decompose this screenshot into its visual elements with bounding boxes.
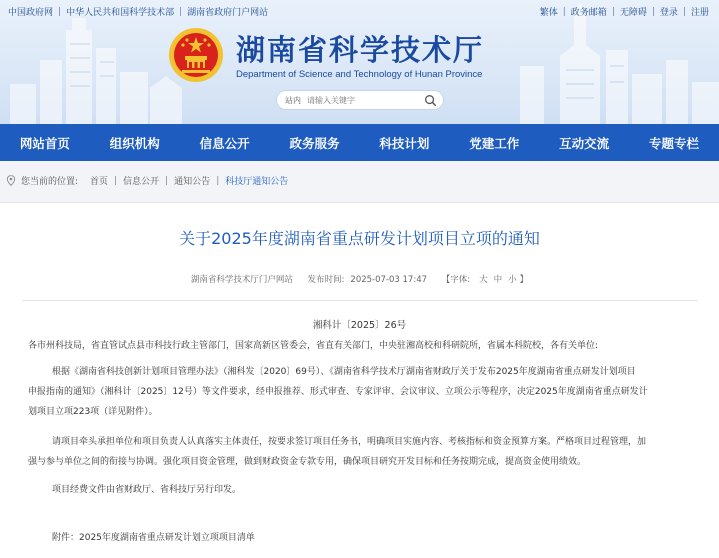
link-traditional-chinese[interactable]: 繁体	[539, 8, 558, 18]
link-gov-cn[interactable]: 中国政府网	[8, 8, 54, 18]
top-links-right	[540, 5, 709, 18]
breadcrumb	[0, 161, 719, 203]
divider	[22, 300, 698, 301]
site-search-box	[276, 90, 444, 110]
login-link[interactable]: 登录	[659, 8, 678, 18]
publish-label: 发布时间:	[307, 275, 345, 285]
site-header	[0, 0, 719, 124]
breadcrumb-notices[interactable]: 通知公告	[174, 177, 211, 187]
register-link[interactable]: 注册	[690, 8, 709, 18]
location-pin-icon	[6, 175, 16, 186]
divider: |	[651, 6, 655, 17]
paragraph-addressees: 各市州科技局，省直管试点县市科技行政主管部门，国家高新区管委会，省直有关部门，中央驻湘高校和科研院所，省属本科院校，各有关单位:	[28, 341, 599, 351]
site-subtitle: Department of Science and Technology of Hunan Province	[236, 69, 483, 80]
font-size-bracket: 】	[519, 275, 529, 285]
paragraph-basis-line-3: 划项目立项223项（详见附件）。	[28, 407, 158, 417]
attachment-link[interactable]: 附件：2025年度湖南省重点研发计划立项项目清单	[52, 533, 255, 543]
paragraph-funding: 项目经费文件由省财政厅、省科技厅另行印发。	[52, 485, 242, 495]
search-icon[interactable]	[424, 94, 437, 107]
link-accessibility[interactable]: 无障碍	[619, 8, 647, 18]
font-size-large-button[interactable]: 大	[479, 275, 488, 285]
link-hunan-gov[interactable]: 湖南省政府门户网站	[187, 8, 269, 18]
breadcrumb-dept-notices[interactable]: 科技厅通知公告	[225, 177, 289, 187]
site-title: 湖南省科学技术厅	[236, 33, 485, 67]
link-most[interactable]: 中华人民共和国科学技术部	[66, 8, 175, 18]
paragraph-requirements-line-2: 强与参与单位之间的衔接与协调。强化项目资金管理，做到财政资金专款专用，确保项目研究开发目标和任务按期完成，提高资金使用绩效。	[28, 457, 587, 467]
breadcrumb-prefix: 您当前的位置:	[21, 177, 79, 187]
paragraph-basis-line-1: 根据《湖南省科技创新计划项目管理办法》（湘科发〔2020〕69号）、《湖南省科学技术厅湖南省财政厅关于发布2025年度湖南省重点研发计划项目	[52, 367, 636, 377]
nav-item-party-work[interactable]: 党建工作	[469, 135, 520, 151]
top-links-left	[8, 5, 268, 18]
font-size-small-button[interactable]: 小	[508, 275, 517, 285]
document-number: 湘科计〔2025〕26号	[312, 320, 407, 331]
search-input[interactable]	[307, 93, 417, 108]
divider: |	[611, 6, 615, 17]
main-nav	[0, 124, 719, 161]
font-size-medium-button[interactable]: 中	[493, 275, 503, 285]
paragraph-basis-line-2: 申报指南的通知》（湘科计〔2025〕12号）等文件要求，经申报推荐、形式审查、专家评审、会议审议、立项公示等程序，决定2025年度湖南省重点研发计	[28, 387, 648, 397]
national-emblem-icon	[168, 27, 224, 83]
nav-item-organization[interactable]: 组织机构	[109, 135, 160, 151]
breadcrumb-separator: |	[165, 175, 169, 186]
nav-item-info-disclosure[interactable]: 信息公开	[199, 135, 250, 151]
font-size-label: 【字体:	[441, 275, 471, 285]
article-source: 湖南省科学技术厅门户网站	[190, 275, 293, 285]
nav-item-gov-services[interactable]: 政务服务	[289, 135, 340, 151]
nav-item-sci-tech-plans[interactable]: 科技计划	[379, 135, 430, 151]
breadcrumb-home[interactable]: 首页	[90, 177, 109, 187]
article-title: 关于2025年度湖南省重点研发计划项目立项的通知	[179, 229, 540, 248]
breadcrumb-separator: |	[114, 175, 118, 186]
nav-item-interaction[interactable]: 互动交流	[559, 135, 610, 151]
search-scope-label[interactable]: 站内	[285, 96, 301, 105]
divider: |	[682, 6, 686, 17]
article-meta	[0, 273, 719, 285]
link-gov-mail[interactable]: 政务邮箱	[570, 8, 607, 18]
nav-item-home[interactable]: 网站首页	[19, 135, 70, 151]
breadcrumb-separator: |	[216, 175, 220, 186]
divider: |	[58, 6, 62, 17]
breadcrumb-info-disclosure[interactable]: 信息公开	[123, 177, 160, 187]
divider: |	[179, 6, 183, 17]
publish-date: 2025-07-03 17:47	[350, 275, 428, 285]
nav-item-special-topics[interactable]: 专题专栏	[649, 135, 700, 151]
divider: |	[562, 6, 566, 17]
paragraph-requirements-line-1: 请项目牵头承担单位和项目负责人认真落实主体责任，按要求签订项目任务书，明确项目实施内容、考核指标和资金预算方案。严格项目过程管理，加	[52, 437, 647, 447]
top-utility-bar	[0, 0, 719, 22]
